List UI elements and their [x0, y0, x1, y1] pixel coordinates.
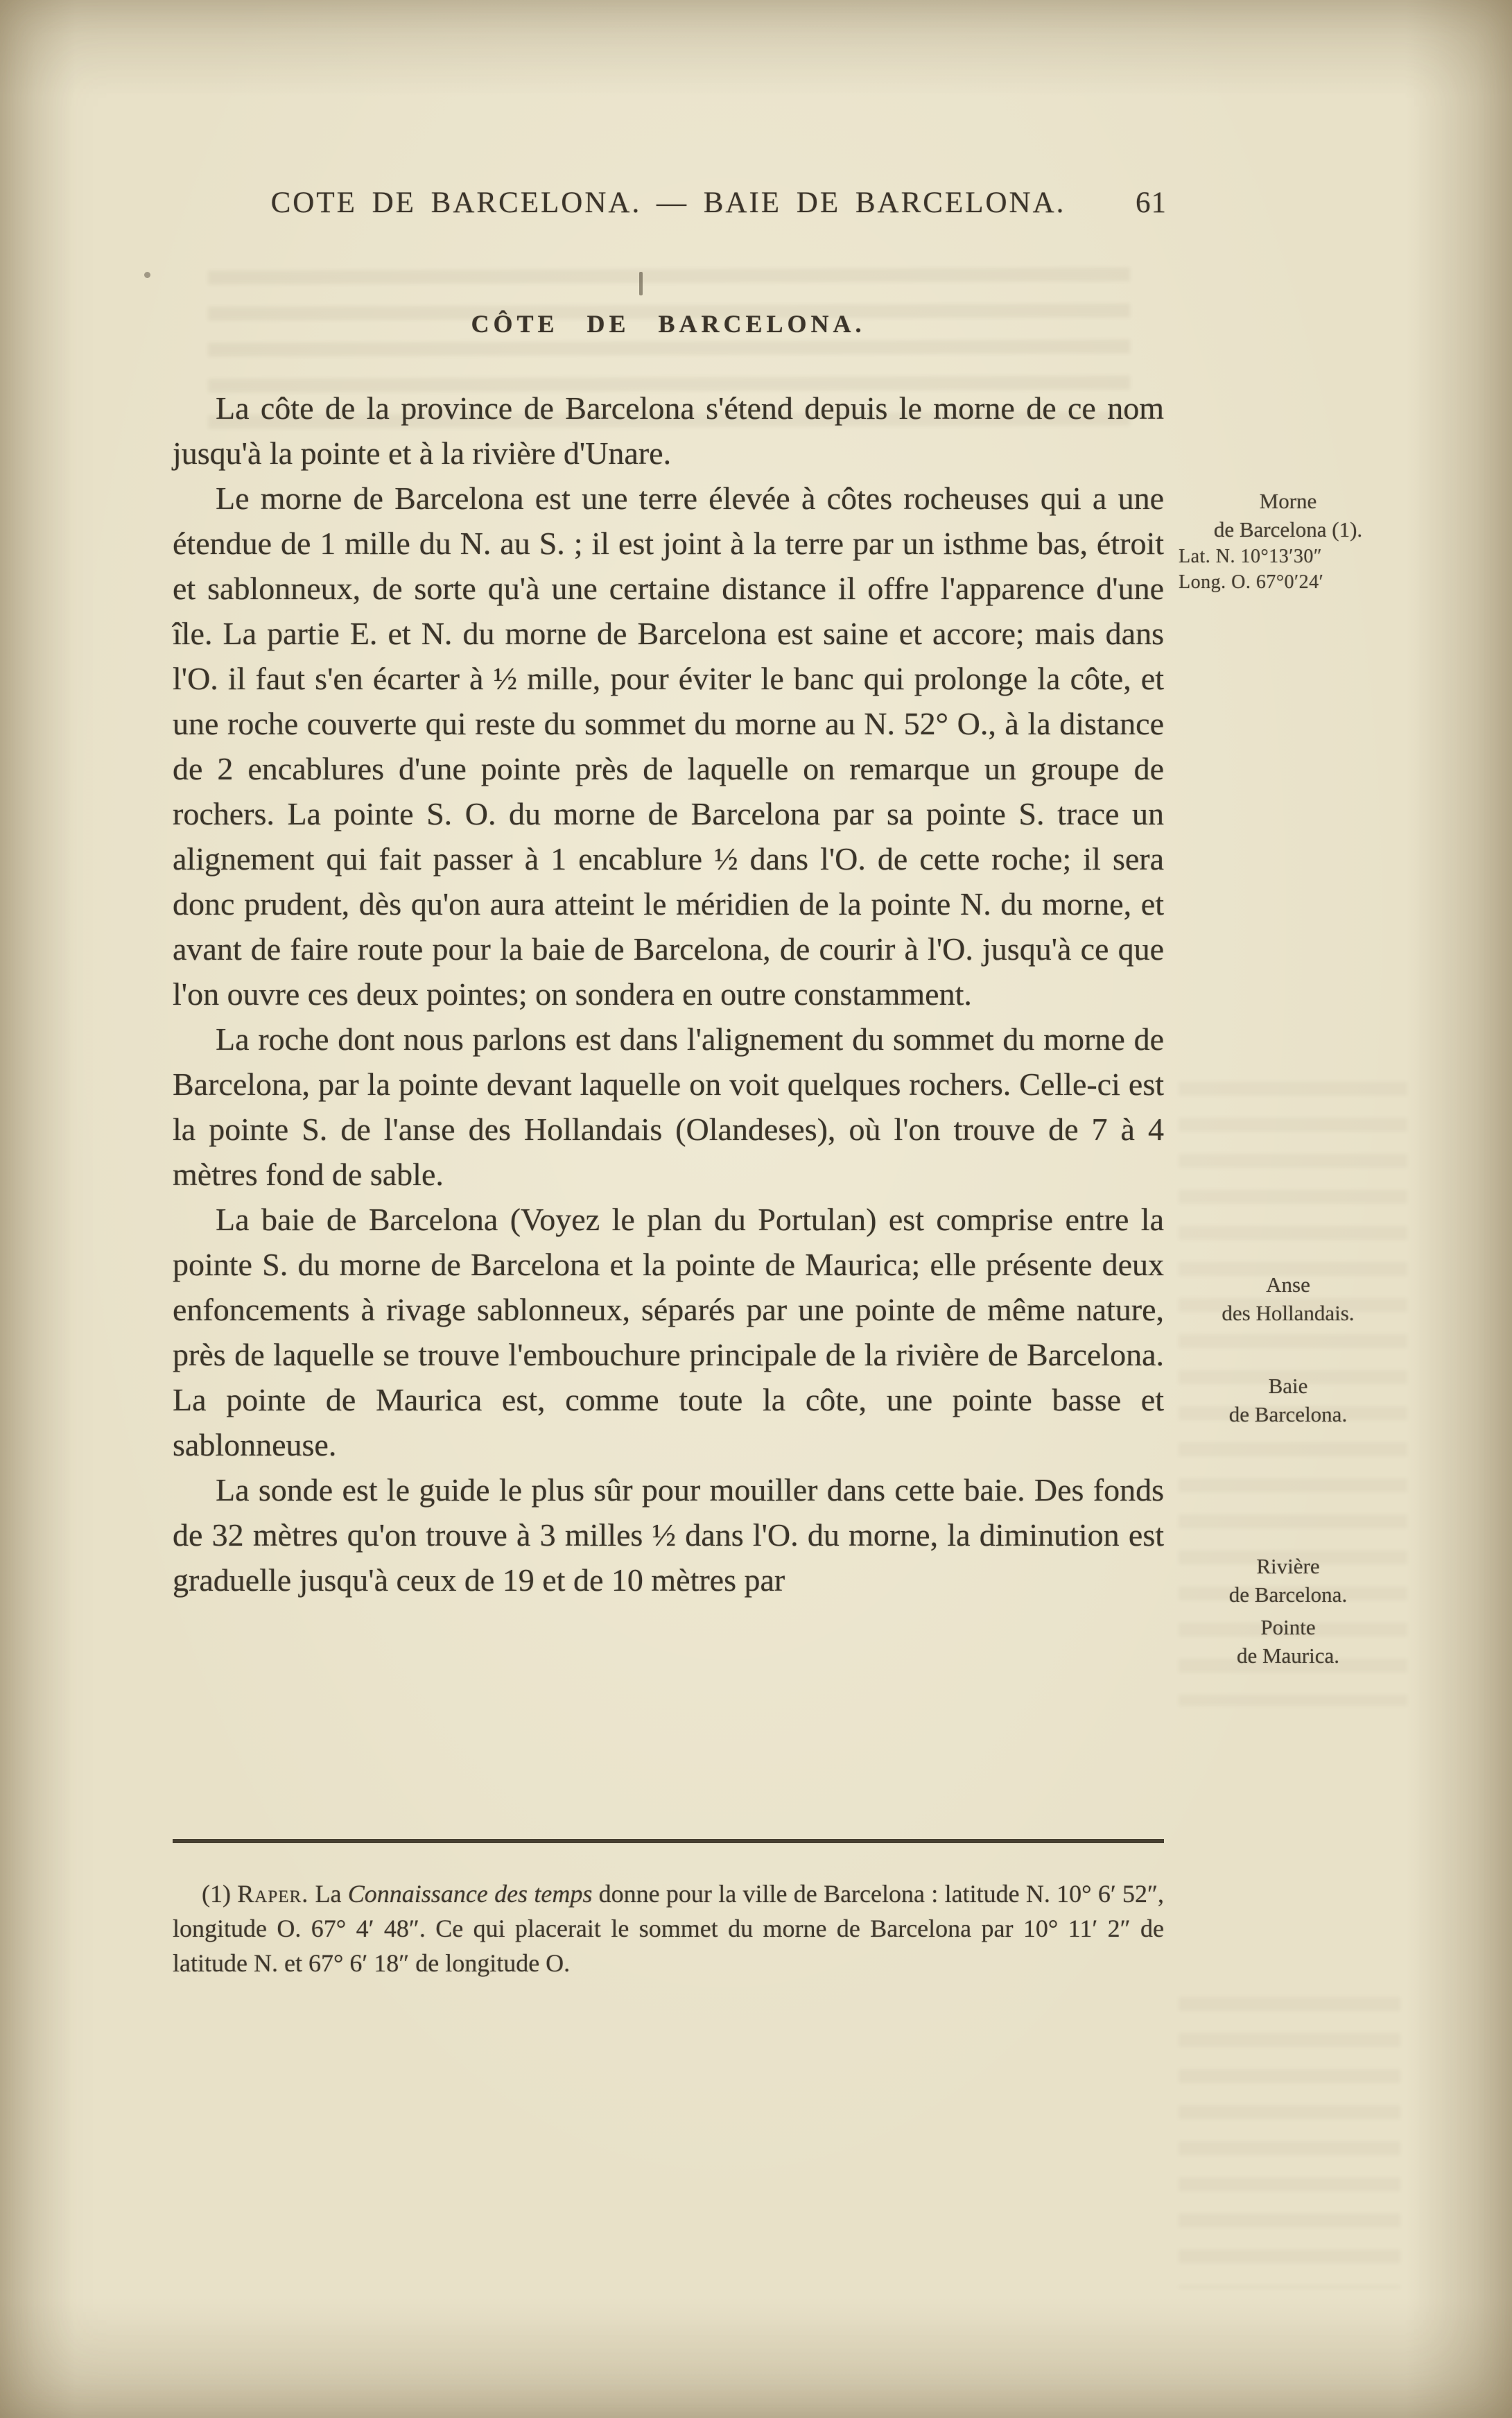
- verso-bleedthrough: [1179, 1997, 1400, 2288]
- body-text-column: [173, 386, 1164, 1603]
- footnote-text: La: [309, 1880, 348, 1908]
- footnote: [173, 1876, 1164, 1980]
- margin-note-line: Pointe: [1260, 1615, 1316, 1639]
- ink-speck: [144, 272, 150, 278]
- margin-note-line: Rivière: [1256, 1554, 1320, 1578]
- paragraph-roche: La roche dont nous parlons est dans l'alignement du sommet du morne de Barcelona, par la pointe devant laquelle on voit quelques rochers. Celle-ci est la pointe S. de l'anse des Hollandais (Olandeses), où l'on trouve de 7 à 4 mètres fond de sable.: [173, 1021, 1164, 1192]
- margin-note-line: Baie: [1268, 1374, 1308, 1398]
- running-header: [173, 186, 1167, 227]
- margin-note-riviere-barcelona: [1177, 1552, 1399, 1609]
- margin-note-line: de Maurica.: [1236, 1643, 1340, 1668]
- footnote-work-title: Connaissance des temps: [347, 1880, 593, 1908]
- margin-note-baie-barcelona: [1177, 1372, 1399, 1428]
- ink-speck: [639, 272, 643, 295]
- paragraph-baie: La baie de Barcelona (Voyez le plan du Portulan) est comprise entre la pointe S. du morne de Barcelona et la pointe de Maurica; elle présente deux enfoncements à rivage sablonneux, séparés par une pointe de même nature, près de laquelle se trouve l'embouchure principale de la rivière de Barcelona. La pointe de Maurica est, comme toute la côte, une pointe basse et sablonneuse.: [173, 1202, 1164, 1462]
- footnote-text: donne pour la ville de Barcelona : latitude N. 10° 6′ 52″, longitude O. 67° 4′ 48″. Ce qui placerait le sommet du morne de Barcelona par 10° 11′ 2″ de latitude N. et 67° 6′ 18″ de longitude O.: [173, 1880, 1165, 1977]
- margin-note-line: des Hollandais.: [1222, 1301, 1355, 1325]
- margin-note-line: Lat. N. 10°13′30″: [1179, 546, 1323, 567]
- page-number: 61: [1136, 187, 1167, 219]
- margin-note-line: de Barcelona (1).: [1213, 517, 1363, 542]
- paragraph-morne: Le morne de Barcelona est une terre élevée à côtes rocheuses qui a une étendue de 1 mille du N. au S. ; il est joint à la terre par un isthme bas, étroit et sablonneux, de sorte qu'à une certaine distance il offre l'apparence d'une île. La partie E. et N. du morne de Barcelona est saine et accore; mais dans l'O. il faut s'en écarter à ½ mille, pour éviter le banc qui prolonge la côte, et une roche couverte qui reste du sommet du morne au N. 52° O., à la distance de 2 encablures d'une pointe près de laquelle on remarque un groupe de rochers. La pointe S. O. du morne de Barcelona par sa pointe S. trace un alignement qui fait passer à 1 encablure ½ dans l'O. de cette roche; il sera donc prudent, dès qu'on aura atteint le méridien de la pointe N. du morne, et avant de faire route pour la baie de Barcelona, de courir à l'O. jusqu'à ce que l'on ouvre ces deux pointes; on sondera en outre constamment.: [173, 481, 1164, 1012]
- footnote-author: Raper.: [237, 1880, 309, 1908]
- paragraph-sonde: La sonde est le guide le plus sûr pour mouiller dans cette baie. Des fonds de 32 mètres qu'on trouve à 3 milles ½ dans l'O. du morne, la diminution est graduelle jusqu'à ceux de 19 et de 10 mètres par: [173, 1472, 1164, 1598]
- margin-note-pointe-maurica: [1177, 1613, 1399, 1670]
- footnote-rule: [173, 1839, 1164, 1843]
- margin-note-anse-hollandais: [1177, 1270, 1399, 1327]
- margin-note-line: Morne: [1259, 489, 1317, 513]
- margin-note-line: de Barcelona.: [1228, 1582, 1348, 1607]
- margin-note-line: de Barcelona.: [1228, 1402, 1348, 1426]
- margin-note-line: Long. O. 67°0′24′: [1179, 571, 1324, 593]
- margin-note-line: Anse: [1266, 1272, 1310, 1297]
- section-title: CÔTE DE BARCELONA.: [471, 310, 866, 338]
- paragraph-intro: La côte de la province de Barcelona s'étend depuis le morne de ce nom jusqu'à la pointe et à la rivière d'Unare.: [173, 390, 1164, 471]
- running-title: COTE DE BARCELONA. — BAIE DE BARCELONA.: [270, 187, 1066, 219]
- footnote-number: (1): [202, 1880, 238, 1908]
- margin-note-morne: [1177, 487, 1399, 595]
